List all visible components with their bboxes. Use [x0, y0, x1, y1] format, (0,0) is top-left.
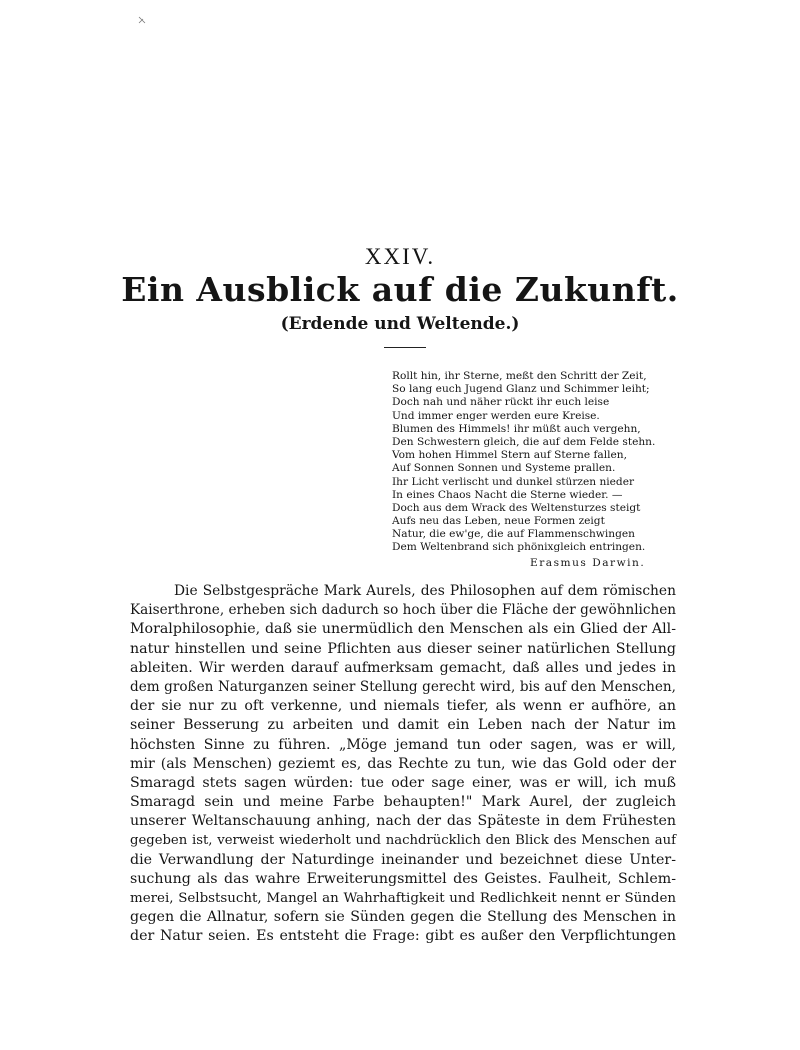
chapter-number: XXIV. [364, 244, 436, 269]
epigraph-line: Rollt hin, ihr Sterne, meßt den Schritt der Zeit, [392, 370, 647, 382]
epigraph-line: Den Schwestern gleich, die auf dem Felde stehn. [392, 435, 656, 448]
epigraph-line: Natur, die ew'ge, die auf Flammenschwingen [392, 528, 635, 541]
epigraph-line: Doch nah und näher rückt ihr euch leise [392, 396, 610, 409]
epigraph-author: Erasmus Darwin. [530, 557, 646, 569]
body-paragraph [130, 582, 676, 947]
epigraph-line: In eines Chaos Nacht die Sterne wieder. — [392, 488, 623, 501]
body-line: der sie nur zu oft verkenne, und niemals tiefer, als wenn er aufhöre, an [130, 698, 676, 715]
body-line: dem großen Naturganzen seiner Stellung gerecht wird, bis auf den Menschen, [130, 678, 676, 695]
body-line: der Natur seien. Es entsteht die Frage: gibt es außer den Verpflichtungen [130, 928, 676, 945]
body-line: unserer Weltanschauung anhing, nach der das Späteste in dem Frühesten [130, 813, 676, 830]
epigraph-line: Auf Sonnen Sonnen und Systeme prallen. [392, 462, 616, 475]
epigraph-line: Blumen des Himmels! ihr müßt auch vergehn, [392, 422, 641, 435]
body-line: ableiten. Wir werden darauf aufmerksam gemacht, daß alles und jedes in [130, 659, 676, 676]
body-line: merei, Selbstsucht, Mangel an Wahrhaftigkeit und Redlichkeit nennt er Sünden [130, 891, 676, 906]
pencil-mark [138, 16, 146, 24]
epigraph-line: Dem Weltenbrand sich phönixgleich entringen. [392, 541, 646, 554]
epigraph-line: So lang euch Jugend Glanz und Schimmer leiht; [392, 383, 650, 396]
epigraph-line: Vom hohen Himmel Stern auf Sterne fallen, [392, 449, 627, 462]
body-line: natur hinstellen und seine Pflichten aus dieser seiner natürlichen Stellung [130, 640, 676, 657]
epigraph-line: Doch aus dem Wrack des Weltensturzes steigt [392, 501, 641, 514]
epigraph-line: Ihr Licht verlischt und dunkel stürzen nieder [392, 475, 635, 488]
body-line: gegen die Allnatur, sofern sie Sünden gegen die Stellung des Menschen in [130, 909, 676, 926]
body-line: gegeben ist, verweist wiederholt und nachdrücklich den Blick des Menschen auf [130, 833, 676, 849]
body-line: mir (als Menschen) geziemt es, das Rechte zu tun, wie das Gold oder der [130, 755, 676, 772]
body-line: seiner Besserung zu arbeiten und damit ein Leben nach der Natur im [130, 717, 676, 734]
body-line: suchung als das wahre Erweiterungsmittel des Geistes. Faulheit, Schlem- [130, 870, 676, 887]
chapter-subtitle: (Erdende und Weltende.) [280, 314, 520, 334]
body-line: Kaiserthrone, erheben sich dadurch so hoch über die Fläche der gewöhnlichen [130, 602, 677, 619]
body-line: Die Selbstgespräche Mark Aurels, des Philosophen auf dem römischen [174, 583, 676, 599]
body-line: höchsten Sinne zu führen. „Möge jemand tun oder sagen, was er will, [130, 736, 676, 753]
chapter-title: Ein Ausblick auf die Zukunft. [121, 270, 679, 309]
body-line: Smaragd sein und meine Farbe behaupten!" Mark Aurel, der zugleich [130, 794, 676, 811]
body-line: Moralphilosophie, daß sie unermüdlich den Menschen als ein Glied der All- [130, 621, 676, 638]
separator-rule [384, 347, 426, 348]
epigraph-line: Aufs neu das Leben, neue Formen zeigt [392, 515, 605, 528]
epigraph-line: Und immer enger werden eure Kreise. [392, 409, 600, 422]
epigraph-poem [392, 370, 732, 555]
body-line: die Verwandlung der Naturdinge ineinander und bezeichnet diese Unter- [130, 851, 676, 868]
body-line: Smaragd stets sagen würden: tue oder sage einer, was er will, ich muß [130, 774, 676, 791]
